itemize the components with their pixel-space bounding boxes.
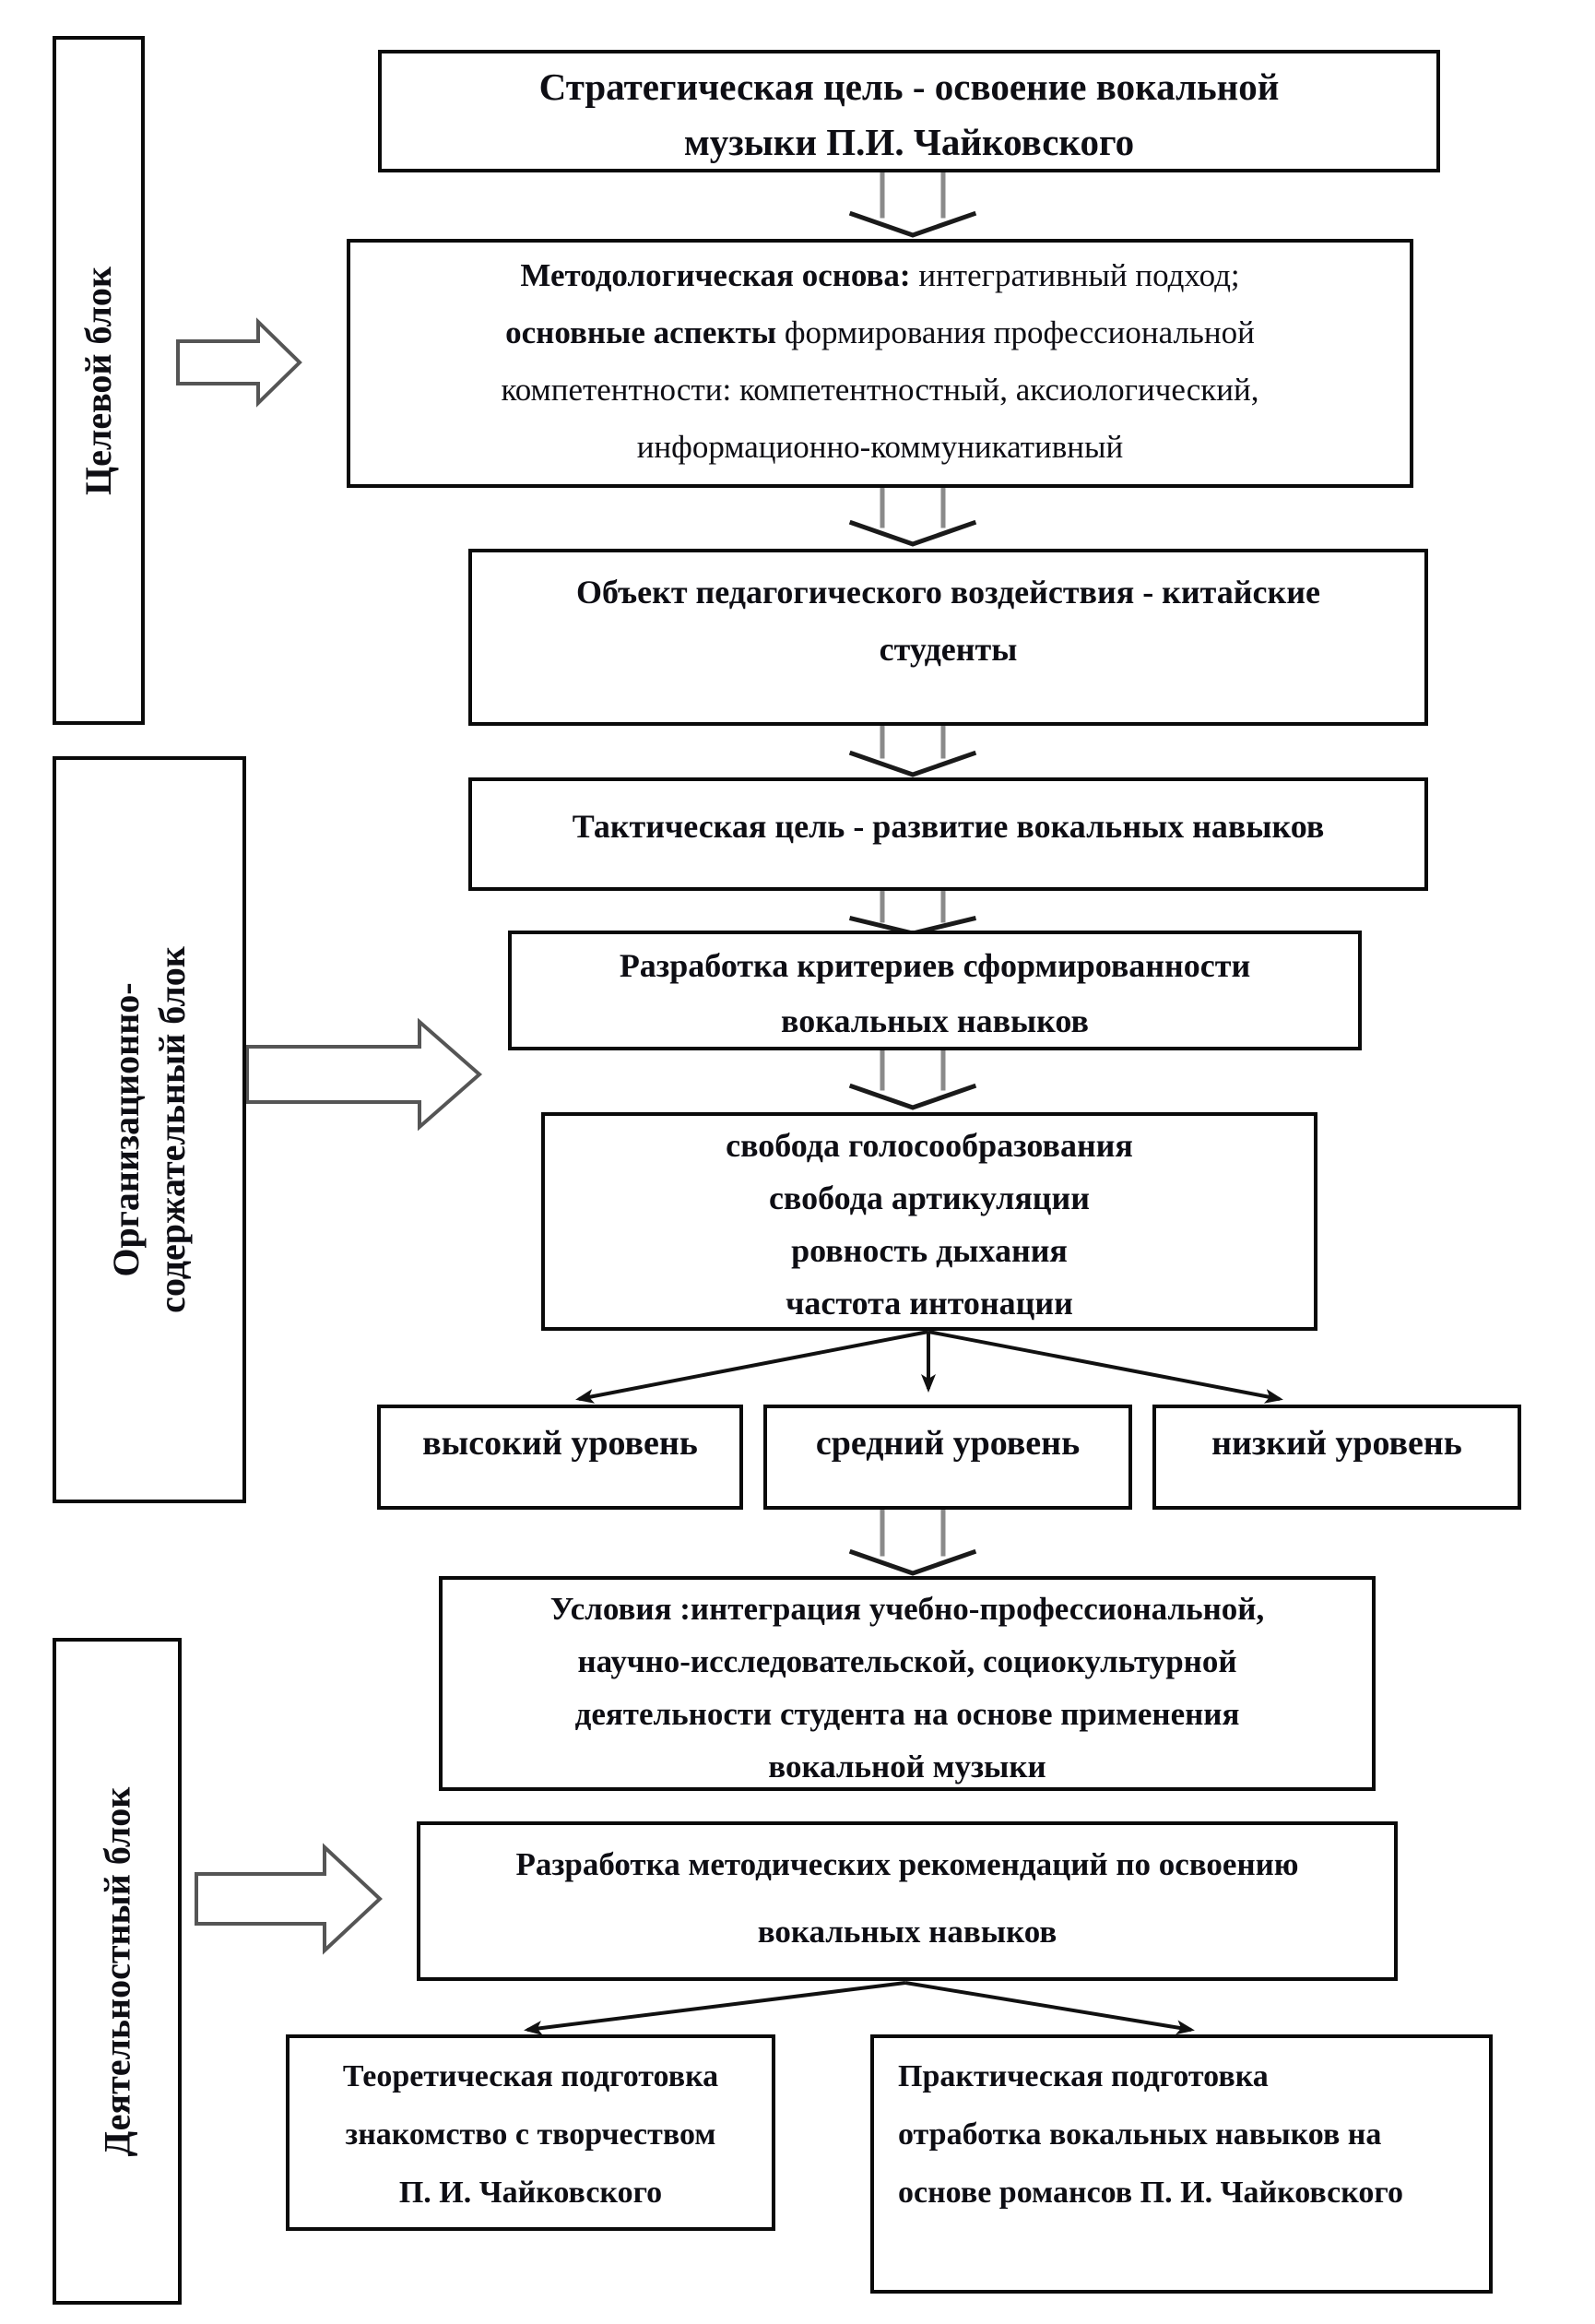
- criteria-development-box: [508, 931, 1362, 1050]
- text-fragment: информационно-коммуникативный: [636, 429, 1124, 465]
- text-line: Стратегическая цель - освоение вокальной: [538, 65, 1280, 108]
- theoretical-training-box: [286, 2034, 775, 2231]
- conditions-box: [439, 1576, 1376, 1791]
- text-line: студенты: [879, 631, 1018, 668]
- pedagogical-object-box: [468, 549, 1428, 726]
- level-low-box: [1152, 1405, 1521, 1510]
- bold-fragment: основные аспекты: [505, 314, 777, 350]
- arrow-tactical-to-criteria: [852, 893, 974, 933]
- text-line: Разработка критериев сформированности: [619, 947, 1251, 984]
- text-line: Объект педагогического воздействия - китайские: [576, 574, 1320, 611]
- text-line: ровность дыхания: [791, 1232, 1068, 1269]
- text-line: частота интонации: [786, 1285, 1073, 1322]
- text-line: знакомство с творчеством: [345, 2117, 716, 2152]
- arrow-strategic-to-method: [852, 174, 974, 235]
- arrow-skills-to-high: [579, 1332, 928, 1399]
- text-line: [350, 247, 1410, 304]
- strategic-goal-box: [378, 50, 1440, 172]
- text-line: свобода артикуляции: [768, 1180, 1091, 1216]
- arrow-target-block: [178, 322, 300, 403]
- practical-training-box: [870, 2034, 1493, 2294]
- text-line: средний уровень: [815, 1424, 1081, 1463]
- text-line: научно-исследовательской, социокультурной: [577, 1643, 1237, 1679]
- side-block-organizational-label: [103, 946, 195, 1313]
- level-medium-box: [763, 1405, 1132, 1510]
- arrow-object-to-tactical: [852, 728, 974, 775]
- text-line: Организационно-: [105, 982, 147, 1277]
- side-block-target-label: Целевой блок: [77, 266, 119, 495]
- arrow-activity-block: [196, 1847, 380, 1951]
- text-line: содержательный блок: [151, 946, 193, 1313]
- text-line: высокий уровень: [422, 1424, 698, 1463]
- level-high-box: [377, 1405, 743, 1510]
- text-line: Разработка методических рекомендаций по освоению: [515, 1846, 1299, 1882]
- arrow-rec-to-theoretical: [527, 1983, 905, 2030]
- text-line: [350, 304, 1410, 362]
- text-line: Условия :интеграция учебно-профессиональной,: [549, 1591, 1265, 1627]
- text-line: [350, 419, 1410, 476]
- text-line: деятельности студента на основе применения: [574, 1696, 1240, 1732]
- vocal-skills-box: [541, 1112, 1317, 1331]
- side-block-organizational: [53, 756, 246, 1503]
- text-line: отработка вокальных навыков на: [898, 2117, 1382, 2152]
- bold-fragment: Методологическая основа:: [520, 257, 911, 293]
- tactical-goal-box: [468, 777, 1428, 891]
- text-line: низкий уровень: [1211, 1424, 1462, 1463]
- text-fragment: интегративный подход;: [910, 257, 1240, 293]
- text-line: Практическая подготовка: [898, 2059, 1269, 2093]
- text-line: Теоретическая подготовка: [342, 2059, 719, 2093]
- text-line: свобода голосообразования: [726, 1127, 1133, 1164]
- text-line: музыки П.И. Чайковского: [683, 121, 1135, 163]
- side-block-activity-label: Деятельностный блок: [96, 1786, 138, 2156]
- methodical-recommendations-box: [417, 1821, 1398, 1981]
- text-line: [350, 362, 1410, 419]
- side-block-target: [53, 36, 145, 725]
- text-line: вокальных навыков: [757, 1914, 1057, 1950]
- text-line: Тактическая цель - развитие вокальных навыков: [572, 808, 1325, 845]
- text-fragment: формирования профессиональной: [776, 314, 1255, 350]
- side-block-activity: [53, 1638, 182, 2305]
- text-line: основе романсов П. И. Чайковского: [898, 2176, 1404, 2210]
- methodological-basis-box: [347, 239, 1413, 488]
- arrow-rec-to-practical: [905, 1983, 1191, 2030]
- text-line: вокальной музыки: [768, 1749, 1046, 1784]
- text-line: П. И. Чайковского: [398, 2176, 663, 2210]
- text-line: вокальных навыков: [781, 1002, 1089, 1039]
- arrow-org-block: [247, 1022, 479, 1127]
- arrow-criteria-to-skills: [852, 1052, 974, 1108]
- arrow-skills-to-low: [928, 1332, 1280, 1399]
- arrow-midlevel-to-conditions: [852, 1512, 974, 1573]
- text-fragment: компетентности: компетентностный, аксиологический,: [501, 372, 1259, 408]
- arrow-method-to-object: [852, 490, 974, 544]
